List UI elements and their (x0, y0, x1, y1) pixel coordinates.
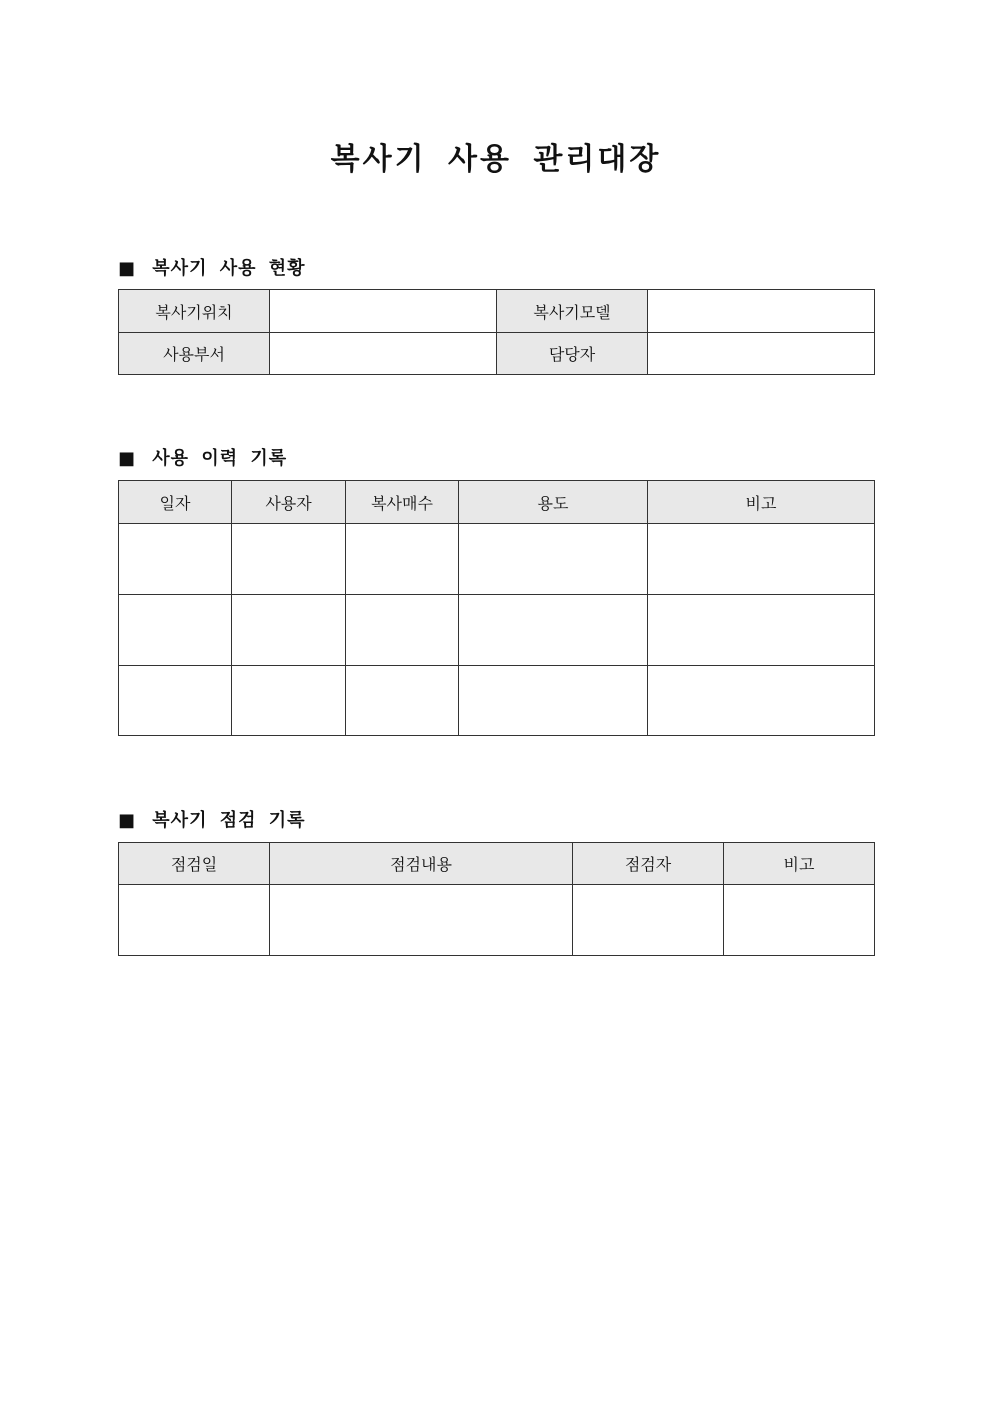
table-row (119, 595, 875, 666)
usage-count-cell[interactable] (346, 595, 459, 666)
usage-user-cell[interactable] (232, 524, 346, 595)
table-row (119, 666, 875, 736)
table-header-row (119, 481, 875, 524)
usage-purpose-cell[interactable] (459, 524, 648, 595)
square-bullet-icon: ■ (118, 258, 137, 279)
label-using-department: 사용부서 (119, 333, 270, 375)
using-department-field[interactable] (270, 333, 497, 375)
table-row (119, 333, 875, 375)
usage-remarks-cell[interactable] (648, 524, 875, 595)
inspection-table (118, 842, 875, 956)
section-status-title: 복사기 사용 현황 (152, 258, 306, 279)
status-table (118, 289, 875, 375)
inspector-cell[interactable] (573, 885, 724, 956)
label-copier-model: 복사기모델 (497, 290, 648, 333)
section-usage-heading (118, 444, 287, 470)
table-row (119, 524, 875, 595)
usage-user-cell[interactable] (232, 666, 346, 736)
column-header-date: 일자 (119, 481, 232, 524)
square-bullet-icon: ■ (118, 810, 137, 831)
column-header-copy-count: 복사매수 (346, 481, 459, 524)
person-in-charge-field[interactable] (648, 333, 875, 375)
column-header-purpose: 용도 (459, 481, 648, 524)
column-header-remarks: 비고 (724, 843, 875, 885)
copier-model-field[interactable] (648, 290, 875, 333)
square-bullet-icon: ■ (118, 448, 137, 469)
table-row (119, 885, 875, 956)
label-person-in-charge: 담당자 (497, 333, 648, 375)
column-header-user: 사용자 (232, 481, 346, 524)
inspection-details-cell[interactable] (270, 885, 573, 956)
column-header-inspection-details: 점검내용 (270, 843, 573, 885)
inspection-remarks-cell[interactable] (724, 885, 875, 956)
section-status-heading (118, 254, 306, 280)
usage-purpose-cell[interactable] (459, 666, 648, 736)
section-inspection-title: 복사기 점검 기록 (152, 810, 306, 831)
usage-purpose-cell[interactable] (459, 595, 648, 666)
table-row (119, 290, 875, 333)
usage-count-cell[interactable] (346, 524, 459, 595)
usage-user-cell[interactable] (232, 595, 346, 666)
usage-date-cell[interactable] (119, 595, 232, 666)
table-header-row (119, 843, 875, 885)
column-header-inspection-date: 점검일 (119, 843, 270, 885)
column-header-remarks: 비고 (648, 481, 875, 524)
usage-table (118, 480, 875, 736)
section-usage-title: 사용 이력 기록 (152, 448, 288, 469)
column-header-inspector: 점검자 (573, 843, 724, 885)
usage-remarks-cell[interactable] (648, 595, 875, 666)
copier-location-field[interactable] (270, 290, 497, 333)
usage-date-cell[interactable] (119, 524, 232, 595)
label-copier-location: 복사기위치 (119, 290, 270, 333)
section-inspection-heading (118, 806, 306, 832)
usage-date-cell[interactable] (119, 666, 232, 736)
inspection-date-cell[interactable] (119, 885, 270, 956)
document-title: 복사기 사용 관리대장 (330, 142, 662, 177)
usage-count-cell[interactable] (346, 666, 459, 736)
usage-remarks-cell[interactable] (648, 666, 875, 736)
